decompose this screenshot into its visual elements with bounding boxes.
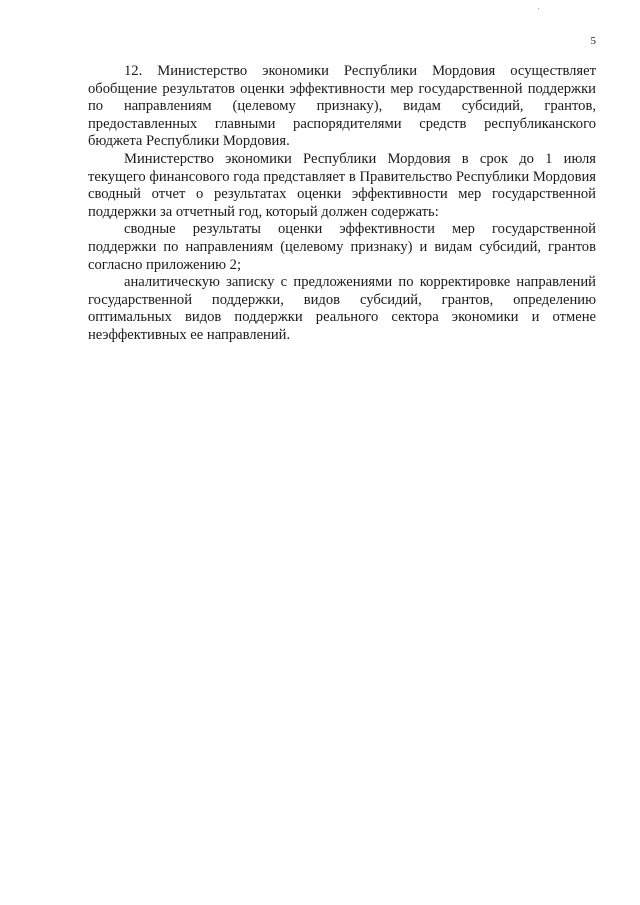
- paragraph-report-deadline: Министерство экономики Республики Мордовия в срок до 1 июля текущего финансового года представляет в Правительство Республики Мордовия сводный отчет о результатах оценки эффективности мер государственной поддержки за отчетный год, который должен содержать:: [88, 150, 596, 220]
- scan-speck: [538, 8, 539, 9]
- paragraph-analytical-note: аналитическую записку с предложениями по корректировке направлений государственной поддержки, видов субсидий, грантов, определению оптимальных видов поддержки реального сектора экономики и отмене неэффективных ее направлений.: [88, 274, 596, 343]
- document-body: [88, 63, 596, 345]
- page-number: 5: [590, 35, 596, 47]
- paragraph-item-12: 12. Министерство экономики Республики Мордовия осуществляет обобщение результатов оценки эффективности мер государственной поддержки по направлениям (целевому признаку), видам субсидий, грантов, предоставленных главными распорядителями средств республиканского бюджета Республики Мордовия.: [88, 63, 596, 150]
- paragraph-summary-results: сводные результаты оценки эффективности мер государственной поддержки по направлениям (целевому признаку) и видам субсидий, грантов согласно приложению 2;: [88, 221, 596, 273]
